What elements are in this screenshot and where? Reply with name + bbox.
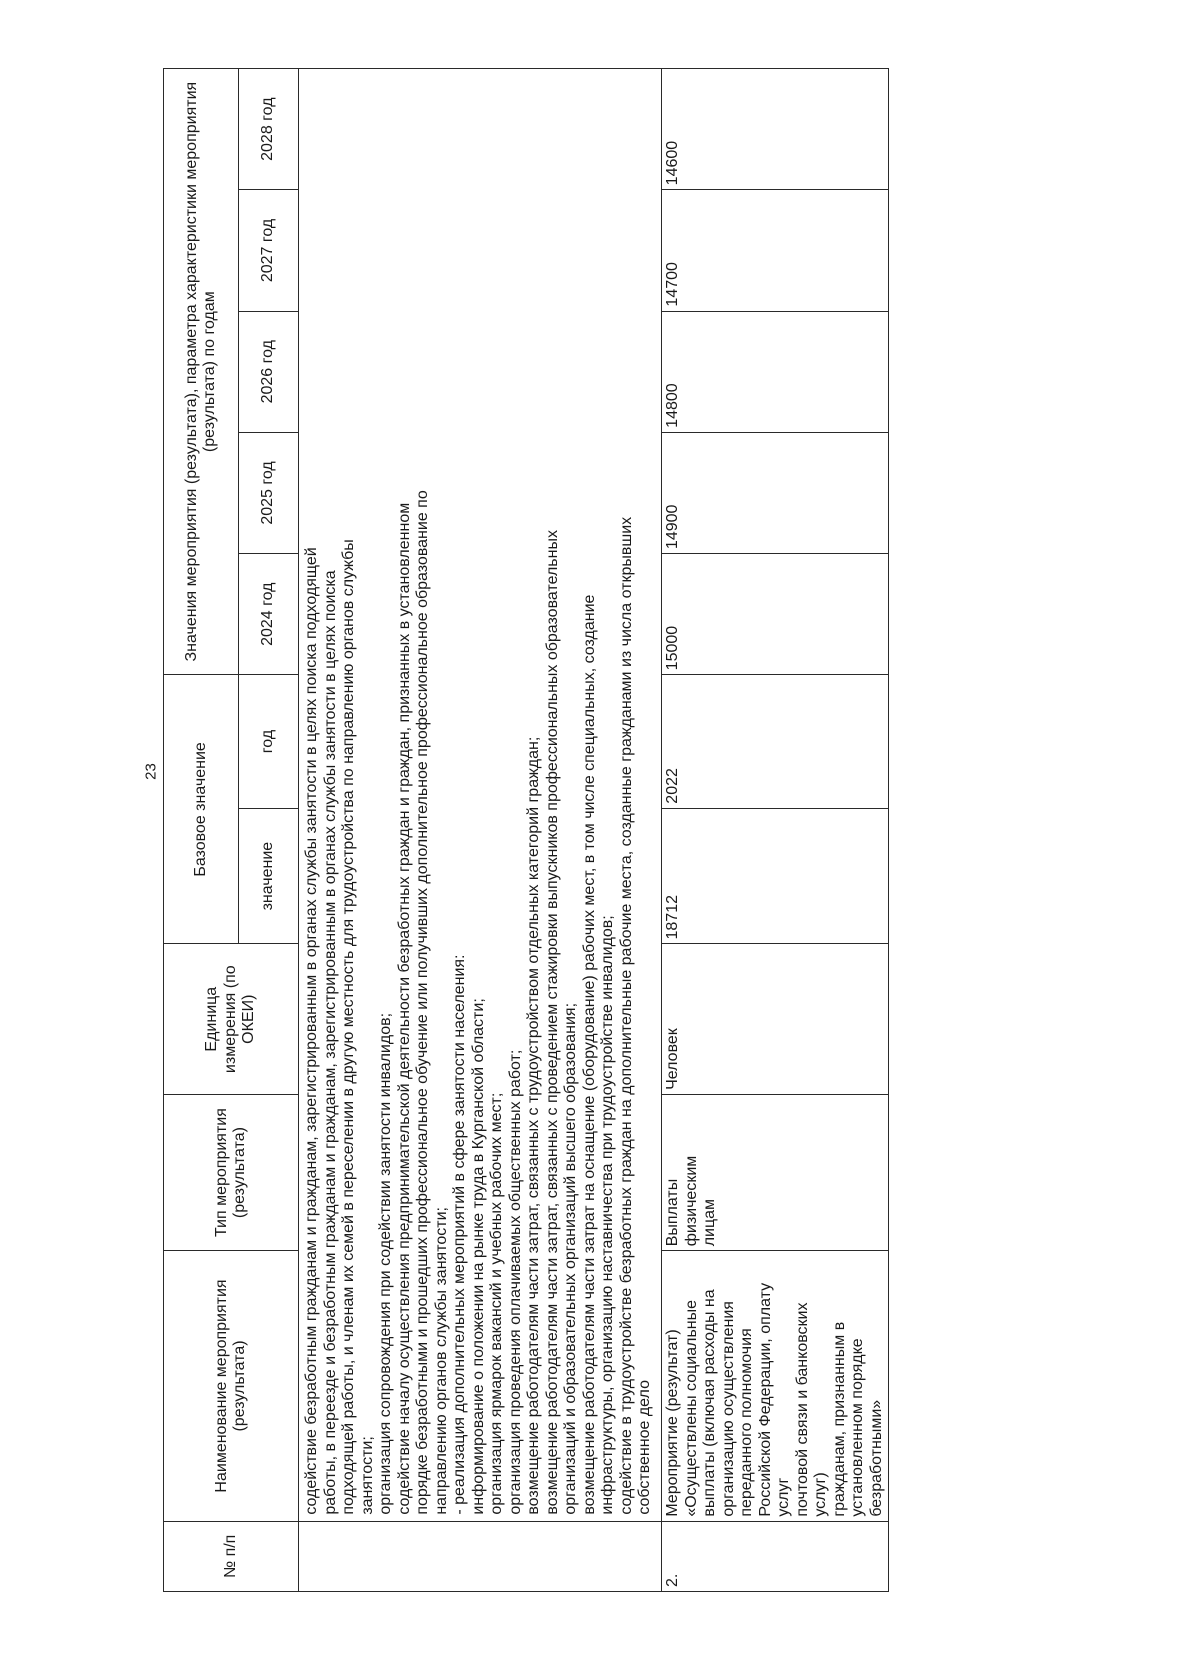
page-number: 23	[142, 763, 160, 780]
description-line: возмещение работодателям части затрат на оснащение (оборудование) рабочих мест, в том числе специальных, создание	[580, 594, 598, 1515]
description-line: содействие безработным гражданам и гражданам, зарегистрированным в органах службы занятости в целях поиска подходящей	[303, 547, 320, 1515]
measure-name-line: гражданам, признанным в	[830, 1321, 848, 1517]
description-line: порядке безработными и прошедших профессиональное обучение или получивших дополнительное профессиональное образование по	[414, 490, 431, 1515]
measure-name-line: организацию осуществления	[719, 1301, 737, 1517]
measure-type-line: физическим	[682, 1155, 700, 1247]
year-value: 14900	[662, 432, 889, 553]
measure-name-line: выплаты (включая расходы на	[701, 1289, 718, 1517]
measure-unit: Человек	[662, 944, 889, 1094]
description-line: содействие в трудоустройстве безработных граждан на дополнительные рабочие места, созданные гражданами из числа открывших	[617, 516, 635, 1515]
measure-type-line: Выплаты	[664, 1178, 681, 1247]
description-line: возмещение работодателям части затрат, связанных с трудоустройством отдельных категорий граждан;	[525, 736, 542, 1515]
measure-name-line: переданного полномочия	[738, 1328, 755, 1517]
header-values: Значения мероприятия (результата), параметра характеристики мероприятия (результата) по годам	[164, 69, 239, 675]
row-number: 2.	[662, 1521, 889, 1591]
description-line: организация ярмарок вакансий и учебных рабочих мест;	[488, 1092, 505, 1515]
base-value: 18712	[662, 808, 889, 944]
year-value: 15000	[662, 554, 889, 675]
year-value: 14600	[662, 69, 889, 190]
measure-name-line: почтовой связи и банковских услуг)	[793, 1302, 829, 1517]
measure-name-line: безработными»	[867, 1399, 885, 1517]
header-year: 2028 год	[239, 69, 299, 190]
description-line: собственное дело	[636, 1380, 653, 1515]
header-year: 2024 год	[239, 554, 299, 675]
description-line: занятости;	[358, 1436, 376, 1515]
measure-type-cell	[662, 1094, 889, 1250]
measures-table	[163, 68, 889, 1592]
header-year: 2026 год	[239, 311, 299, 432]
description-line: содействие началу осуществления предпринимательской деятельности безработных граждан и граждан, признанных в установленном	[395, 502, 413, 1515]
header-year: 2025 год	[239, 432, 299, 553]
header-base-year: год	[239, 675, 299, 808]
measure-name-line: установленном порядке	[849, 1338, 866, 1517]
description-line: - реализация дополнительных мероприятий в сфере занятости населения:	[451, 954, 468, 1515]
header-num: № п/п	[164, 1521, 299, 1591]
measure-name-line: Мероприятие (результат)	[664, 1329, 681, 1517]
description-line: организаций и образовательных организаций высшего образования;	[562, 1002, 579, 1515]
measure-type-line: лицам	[701, 1198, 718, 1247]
description-line: возмещение работодателям части затрат, связанных с проведением стажировки выпускников профессиональных образовательных	[543, 530, 561, 1515]
header-type: Тип мероприятия (результата)	[164, 1094, 299, 1250]
description-line: организация проведения оплачиваемых общественных работ;	[506, 1049, 524, 1515]
header-base-value: значение	[239, 808, 299, 944]
description-line: подходящей работы, и членам их семей в переселении в другую местность для трудоустройства по направлению органов службы	[340, 539, 357, 1515]
description-line: организация сопровождения при содействии занятости инвалидов;	[377, 1012, 394, 1515]
description-row	[299, 69, 662, 1592]
rotated-table-container	[163, 68, 885, 1592]
description-line: направлению органов службы занятости;	[432, 1207, 450, 1515]
header-base: Базовое значение	[164, 675, 239, 944]
header-row-1	[164, 69, 239, 1592]
description-line: информирование о положении на рынке труда в Курганской области;	[469, 998, 487, 1515]
description-num-cell	[299, 1521, 662, 1591]
measure-name-cell	[662, 1251, 889, 1521]
year-value: 14800	[662, 311, 889, 432]
description-cell	[299, 69, 662, 1522]
year-value: 14700	[662, 190, 889, 311]
header-name: Наименование мероприятия (результата)	[164, 1251, 299, 1521]
header-year: 2027 год	[239, 190, 299, 311]
description-line: инфраструктуры, организацию наставничества при трудоустройстве инвалидов;	[599, 915, 616, 1515]
description-line: работы, в переезде и безработным гражданам и гражданам, зарегистрированным в органах службы занятости в целях поиска	[321, 570, 339, 1515]
base-year: 2022	[662, 675, 889, 808]
measure-name-line: Российской Федерации, оплату услуг	[756, 1282, 792, 1517]
measure-name-line: «Осуществлены социальные	[682, 1299, 700, 1517]
header-unit: Единица измерения (по ОКЕИ)	[164, 944, 299, 1094]
table-row	[662, 69, 889, 1592]
